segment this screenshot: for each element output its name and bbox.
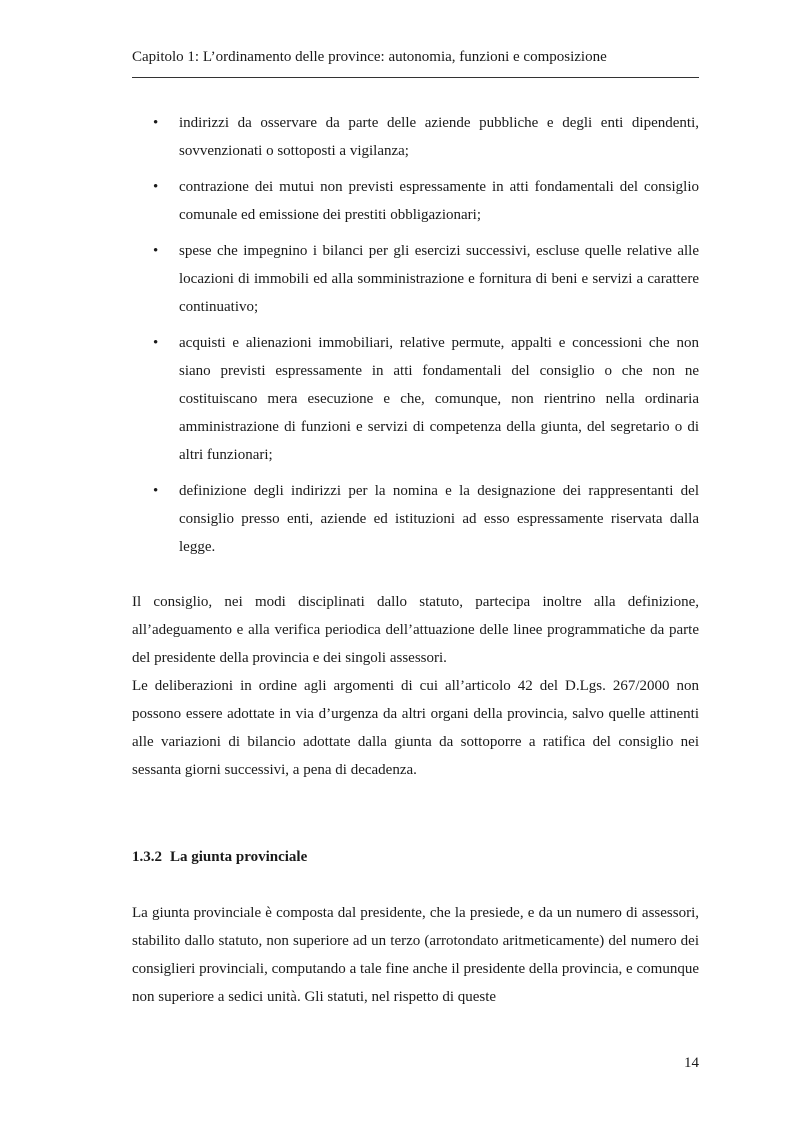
section-title: La giunta provinciale [170,849,308,865]
page-number: 14 [684,1055,699,1071]
list-item-text: contrazione dei mutui non previsti espressamente in atti fondamentali del consiglio comunale ed emissione dei prestiti obbligazionari; [179,179,699,223]
list-item [132,237,699,321]
running-header: Capitolo 1: L’ordinamento delle province: autonomia, funzioni e composizione [132,49,607,65]
section-number: 1.3.2 [132,849,162,865]
paragraph-consiglio: Il consiglio, nei modi disciplinati dallo statuto, partecipa inoltre alla definizione, all’adeguamento e alla verifica periodica dell’attuazione delle linee programmatiche da parte del presidente della provincia e dei singoli assessori. [132,594,699,666]
bullet-icon: • [153,335,159,351]
list-item-text: definizione degli indirizzi per la nomina e la designazione dei rappresentanti del consiglio presso enti, aziende ed istituzioni ad esso espressamente riservata dalla legge. [179,483,699,555]
list-item-text: spese che impegnino i bilanci per gli esercizi successivi, escluse quelle relative alle locazioni di immobili ed alla somministrazione e fornitura di beni e servizi a carattere continuativo; [179,243,699,315]
page-body [132,109,699,1011]
list-item [132,173,699,229]
section-heading [132,843,699,871]
list-item-text: indirizzi da osservare da parte delle aziende pubbliche e degli enti dipendenti, sovvenzionati o sottoposti a vigilanza; [179,115,699,159]
header-rule [132,77,699,78]
bullet-icon: • [153,115,159,131]
paragraph-giunta: La giunta provinciale è composta dal presidente, che la presiede, e da un numero di assessori, stabilito dallo statuto, non superiore ad un terzo (arrotondato aritmeticamente) del numero dei consiglieri provinciali, computando a tale fine anche il presidente della provincia, e comunque non superiore a sedici unità. Gli statuti, nel rispetto di queste [132,905,699,1005]
paragraph-deliberazioni: Le deliberazioni in ordine agli argomenti di cui all’articolo 42 del D.Lgs. 267/2000 non possono essere adottate in via d’urgenza da altri organi della provincia, salvo quelle attinenti alle variazioni di bilancio adottate dalla giunta da sottoporre a ratifica del consiglio nei sessanta giorni successivi, a pena di decadenza. [132,678,699,778]
bullet-icon: • [153,243,159,259]
bullet-icon: • [153,483,159,499]
list-item [132,477,699,561]
list-item [132,109,699,165]
bullet-icon: • [153,179,159,195]
list-item [132,329,699,469]
list-item-text: acquisti e alienazioni immobiliari, relative permute, appalti e concessioni che non siano previsti espressamente in atti fondamentali del consiglio o che non ne costituiscano mera esecuzione e che, comunque, non rientrino nella ordinaria amministrazione di funzioni e servizi di competenza della giunta, del segretario o di altri funzionari; [179,335,699,463]
bullet-list [132,109,699,561]
